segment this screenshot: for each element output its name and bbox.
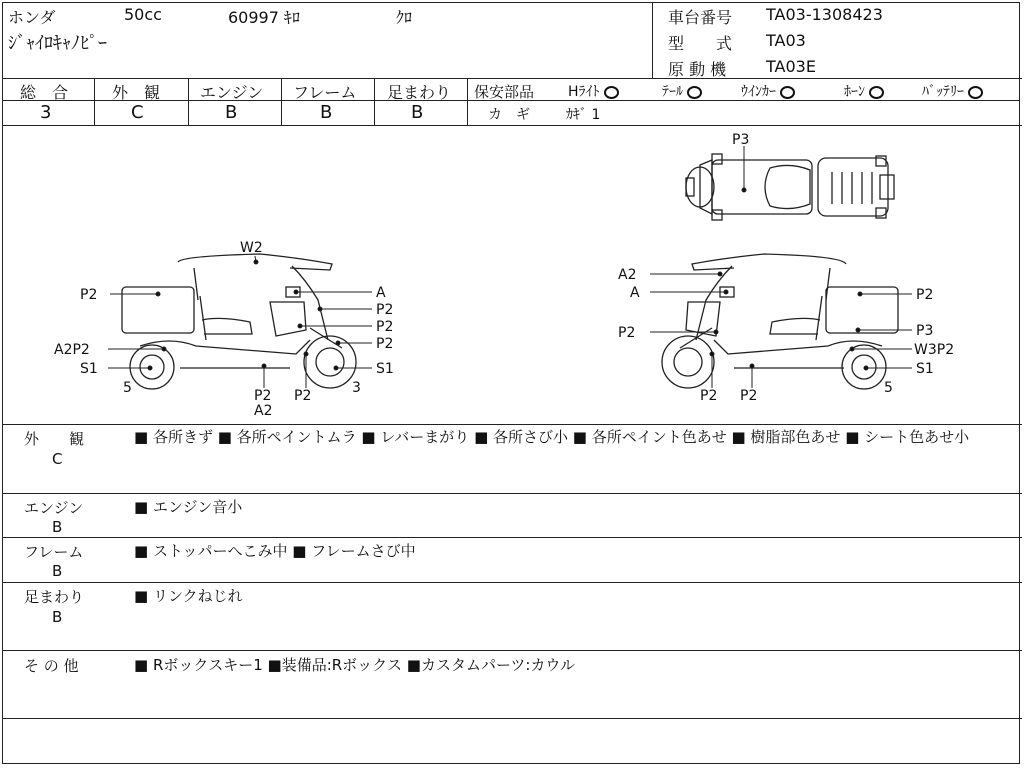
diag-label: P2 xyxy=(916,287,934,303)
grade-total: 3 xyxy=(40,102,52,123)
rule xyxy=(2,650,1022,651)
section-grade: C xyxy=(52,450,63,468)
section-text: ■ Rボックスキー1 ■装備品:Rボックス ■カスタムパーツ:カウル xyxy=(134,656,575,674)
rule xyxy=(2,718,1022,719)
section-grade: B xyxy=(52,608,63,626)
section-name: 外 観 xyxy=(24,430,85,448)
section-grade: B xyxy=(52,562,63,580)
grade-engine: B xyxy=(225,102,238,123)
diag-label: P2 xyxy=(254,388,272,404)
diag-label: A2P2 xyxy=(54,342,90,358)
diag-label: 5 xyxy=(123,380,132,396)
ok-mark-icon xyxy=(780,86,795,99)
section-grade: B xyxy=(52,518,63,536)
diag-label: S1 xyxy=(916,361,934,377)
safety-label: 保安部品 xyxy=(474,83,535,101)
diag-label: P2 xyxy=(740,388,758,404)
type-value: TA03 xyxy=(766,31,806,50)
section-name: フレーム xyxy=(24,543,84,561)
key-value: ｶｷﾞ 1 xyxy=(566,107,601,123)
section-name: そ の 他 xyxy=(24,657,79,675)
key-label: カ ギ xyxy=(488,107,530,123)
safety-name: ﾊﾞｯﾃﾘｰ xyxy=(922,84,964,100)
type-label: 型 式 xyxy=(668,34,733,53)
section-name: エンジン xyxy=(24,499,84,517)
ok-mark-icon xyxy=(604,86,619,99)
diag-label: W2 xyxy=(240,240,263,256)
maker: ホンダ xyxy=(8,8,56,27)
ok-mark-icon xyxy=(869,86,884,99)
model-name: ｼﾞｬｲﾛｷｬﾉﾋﾟｰ xyxy=(8,33,107,54)
section-text: ■ リンクねじれ xyxy=(134,587,243,605)
grade-label-exterior: 外 観 xyxy=(112,83,161,102)
diag-label: P2 xyxy=(700,388,718,404)
engine-model: TA03E xyxy=(766,57,816,76)
grade-label-suspension: 足まわり xyxy=(387,83,452,102)
diag-label: 5 xyxy=(884,380,893,396)
diag-label: A2 xyxy=(618,267,637,283)
color: ｸﾛ xyxy=(396,8,413,27)
diag-label: P2 xyxy=(618,325,636,341)
diag-label: P2 xyxy=(376,319,394,335)
frame-no: TA03-1308423 xyxy=(766,5,883,24)
diag-label: W3P2 xyxy=(914,342,955,358)
safety-name: ﾃｰﾙ xyxy=(662,84,683,100)
diag-label: A2 xyxy=(254,403,273,419)
diag-label: P2 xyxy=(376,302,394,318)
safety-name: ｳｲﾝｶｰ xyxy=(741,84,776,100)
diag-label: 3 xyxy=(352,380,361,396)
safety-item-battery xyxy=(922,81,983,101)
diag-label: P2 xyxy=(294,388,312,404)
section-text: ■ ストッパーへこみ中 ■ フレームさび中 xyxy=(134,542,416,560)
frame-no-label: 車台番号 xyxy=(668,8,733,27)
diag-label: P3 xyxy=(732,132,750,148)
grade-label-engine: エンジン xyxy=(200,83,264,102)
rule xyxy=(2,493,1022,494)
damage-diagram xyxy=(0,126,1024,424)
grade-suspension: B xyxy=(411,102,424,123)
diag-label: P2 xyxy=(376,336,394,352)
engine-model-label: 原 動 機 xyxy=(668,60,727,79)
grade-label-frame: フレーム xyxy=(293,83,357,102)
safety-item-tail xyxy=(662,81,702,101)
diag-label: S1 xyxy=(376,361,394,377)
safety-name: Hﾗｲﾄ xyxy=(568,84,600,100)
rule xyxy=(2,582,1022,583)
diag-label: A xyxy=(376,285,386,301)
left-view-outline xyxy=(122,254,356,389)
diag-label: A xyxy=(630,285,640,301)
top-view-outline xyxy=(686,154,894,220)
ok-mark-icon xyxy=(687,86,702,99)
displacement: 50cc xyxy=(124,5,162,24)
safety-item-horn xyxy=(844,81,884,101)
section-text: ■ エンジン音小 xyxy=(134,498,243,516)
safety-item-headlight xyxy=(568,81,619,101)
section-name: 足まわり xyxy=(24,588,85,606)
diag-label: S1 xyxy=(80,361,98,377)
safety-item-winker xyxy=(741,81,795,101)
mileage: 60997 ｷﾛ xyxy=(228,8,300,27)
header-divider xyxy=(652,2,653,78)
diag-label: P3 xyxy=(916,323,934,339)
section-text: ■ 各所きず ■ 各所ペイントムラ ■ レバーまがり ■ 各所さび小 ■ 各所ペイント色あせ ■ 樹脂部色あせ ■ シート色あせ小 xyxy=(134,428,970,446)
rule xyxy=(2,424,1022,425)
safety-name: ﾎｰﾝ xyxy=(844,84,865,100)
grade-exterior: C xyxy=(131,102,144,123)
grade-frame: B xyxy=(320,102,333,123)
grade-label-total: 総 合 xyxy=(20,83,69,102)
diag-label: P2 xyxy=(80,287,98,303)
rule xyxy=(2,537,1022,538)
ok-mark-icon xyxy=(968,86,983,99)
